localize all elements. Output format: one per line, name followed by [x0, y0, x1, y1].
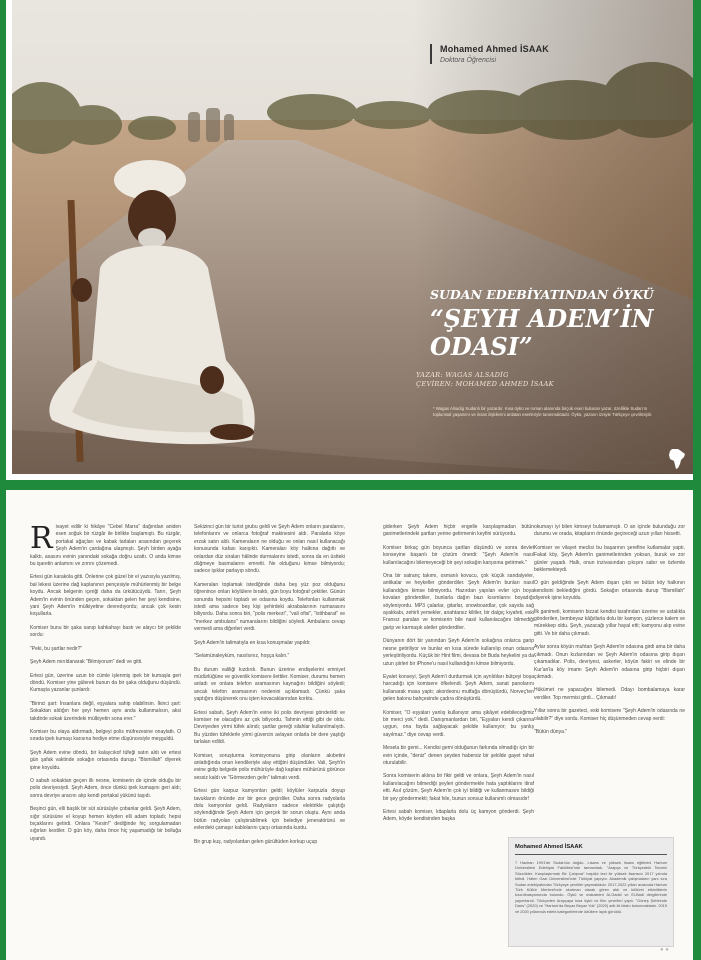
translator-bio-box: [508, 837, 674, 947]
paragraph: O gün geldiğinde Şeyh Adem dışarı çıktı ve bütün köy halkının kendisini beklediğini gördü. Sokağın ortasında durup "Bismillah" diyerek işine koyuldu.: [534, 580, 685, 602]
footnote: * Wagas Alsadig Sudanlı bir yazardır. Kısa öykü ve roman alanında birçok eseri bulunan yazar, özellikle Sudan'ın toplumsal yaşamını ve insan ilişkilerini anlatan eserleriyle tanınmaktadır. Öykü, yazarın izniyle Türkçeye çevrilmiştir.: [433, 406, 653, 418]
cover-photo: [12, 0, 693, 474]
paragraph: "Birinci şart: İnsanlara değil, eşyalara sahip olabilirsin. İkinci şart: Sokaktan aldığın her şeyi hemen aynı anda kullanmalısın, aksi takdirde sokak üzerindeki mülkiyetin sona erer.": [30, 700, 181, 722]
paragraph: Komiser, "O eşyaları yanlış kullanıyor ama şikâyet edebileceğimiz bir merci yok." dedi. Danışmanlardan biri, "Eşyaları kendi çıkarına uygun, ona fayda sağlayacak şekilde kullanıyor; bu yanlış sayılmaz." diye cevap verdi.: [383, 709, 534, 738]
paragraph: Komiser bu olaya aldırmadı, belgeyi polis müfrezesine onaylattı. O sırada ipek kumaşı karısına hediye etme düşüncesiyle meşguldü.: [30, 728, 181, 743]
paragraph: Ertesi sabah, Şeyh Adem'in evine iki polis devriyesi gönderildi ve komiser ne olacağını az çok biliyordu. Tahmin ettiği gibi de oldu. Devriyeden yirmi tüfek alındı; şartlar gereği silahlar kullanılmalıydı. Bu yüzden tüfeklerle yirmi güvercin avlayan onlarla bir dere yaştığı tarlaları edildi.: [194, 709, 345, 746]
translator-line: ÇEVİREN: MOHAMED AHMED İSAAK: [416, 380, 554, 388]
page-ornament: ● ●: [660, 947, 669, 953]
feature-page: [6, 0, 693, 480]
paragraph: Şeyh Adem evine döndü, bir kalaycıkof tüfeği satın aldı ve ertesi gün şafak vaktinde sokağın ortasında duruşu "Bismillah" diyerek ipine koyuldu.: [30, 749, 181, 771]
story-column-1: [30, 521, 181, 849]
author-block: [430, 44, 549, 64]
paragraph: ivayet edilir ki hikâye "Cebel Marra" dağından aniden esen soğuk bir rüzgâr ile birlikte başlamıştı. Bu rüzgâr, portakal ağaçları ve kabak tarlaları arasından geçerek Şeyh Adem'in çardağına ulaşmıştı. Şeyh birden ayağa kalktı, asasını evinin yanındaki sokağa doğru uzattı. O anda kimse bu işaretin anlamını ve zırrını çözemedi.: [30, 524, 181, 568]
paragraph: Sonra komiserin aklına bir fikir geldi ve onlara, Şeyh Adem'in nasıl kullanılacağını bilmediği şeyleri göndermekle hata yaptıklarını itiraf etti. Asıl çözüm, Şeyh Adem'in çok iyi bildiği ve kullanmasını bildiği bir şey göndermekti; fakat hile, bunun sonsuz kullanımlı olmasıdır!: [383, 773, 534, 802]
writer-line: YAZAR: WAGAS ALSADİG: [416, 371, 509, 379]
paragraph: Mesela bir gemi... Kendisi gemi olduğunun farkında olmadığı için bir evin içinde, "deniz" denen şeyden habersiz bir şekilde gayet rahat oturulabilir.: [383, 745, 534, 766]
paragraph: Dünyanın dört bir yanından Şeyh Adem'in sokağına onlarca garip nesne getiriliyor ve bunlar en kısa sürede kullanılıp onun odasına yerleştiriliyordu. Küçük bir Hint filmi, devasa bir Buda heykelini ya da uzun şiirleri bir iPhone'u nasıl kullandığını kimse bilmiyordu.: [383, 638, 534, 667]
story-page: [6, 490, 693, 960]
paragraph: Beşinci gün, elli başlık bir süt sürüsüyle çobanlar geldi. Şeyh Adem, sığır sürüsüne el koyup hemen köyden elli adam topladı; hepsi bıçaklarını getirdi. Onlara "Kesin!" dediğinde hiç sorgulamadan sığırları kestiler. O gün köy, daha önce hiç yaşamadığı bir bolluğa uyandı.: [30, 806, 181, 842]
bio-text: 7 Haziran 1991'de Sudan'da doğdu. Lisans ve yüksek lisans eğitimini Hartum Üniversitesi Edebiyat Fakültesi'nde tamamladı. "Arapça ve Türkçedeki Tanımlı Sözcükler: Karşılaştırmalı Bir Çalışma" başlıklı tezi ile yüksek lisansını 2017 yılında bitirdi. Hâlen Gazi Üniversitesi'nde Türkiyat yapıyor. Akademik çalışmaların yanı sıra Sudan edebiyatından Türkçeye çeviriler yapmaktadır. 2017-2022 yılları arasında Hartum Türk Kültür Merkezi'nde okutman olarak görev aldı ve kültürel etkinliklerin koordinasyonunda bulundu. Öykü ve makaleleri Al-Gadid ve El-Badi dergilerinde yayımlandı. Türkçeden Arapçaya kısa öykü ve film çevirileri yaptı. "Güneş Şehirinde Dans" (2020) ve "Hartum'da Beyaz Beyaz Yok" (2020) adlı iki kitabı bulunmaktadır. 2015 ve 2020 yıllarında edebi kategorilerinde ödüllere layık görüldü.: [515, 860, 667, 914]
paragraph: "Peki, bu şartlar nedir?": [30, 645, 83, 652]
paragraph: Bir grup kuş, radyolardan gelen gürültüden korkup uçup: [194, 838, 318, 845]
paragraph: Bu durum valiliği kızdırdı. Bunun üzerine endişelerini emniyet müdürlüğüne ve güvenlik komisere ilettiler. Komiser, durumu hemen anladı ve onlara telefon aramasının kaynağını bildiğini söyledi; ancak telefon aramasının nedenini açıklamadı. Çünkü şaka yaptığını düşünerek onu işten kovacaklarından korktu.: [194, 666, 345, 703]
bio-divider: [515, 854, 667, 855]
story-kicker: SUDAN EDEBİYATINDAN ÖYKÜ: [430, 287, 654, 302]
magazine-logo-left: TASIL AFRİKA: [50, 460, 84, 465]
paragraph: Komiser ve vilayet meclisi bu başarının şerefine kutlamalar yaptı. Fakat köy, Şeyh Adem'in ganimetlerinden yoksun, buruk ve zor günler yaşadı. Halk, onun inzivasından çıkışını sabır ve özlemle beklemekteydi.: [534, 544, 685, 574]
paragraph: Komiser, soruşturma komisyonuna girip olanların akıbetini anlattığında onun kendileriyle alay ettiğini düşündüler. Vali, Şeyh'in evine gidip belgede polis mühürüyle dağ kaplanı mühürünü görünce sessiz kaldı ve "Görmezden gelin" talimatı verdi.: [194, 752, 345, 781]
paragraph: okumayı iyi bilen kimseyi bulamamıştı. O an içinde bulunduğu zor durumu ve orada, kitapların önünde geçireceği uzun yılları hissetti.: [534, 524, 685, 538]
paragraph: Sekizinci gün bir turist grubu geldi ve Şeyh Adem onların paralarını, telefonlarını ve onlarca fotoğraf makinesini aldı. Paralarla köye erzak satın aldı. Kameraların ne olduğu ve onları nasıl kullanacağı konusunda kafası karışıktı. Kameraları köy halkına dağıttı ve onlardan düz siraları hâlinde durmalarını istedi, sonra da en üstteki düğmeye basmalarını emretti. Ne olduğunu kimse bilmiyordu; sadece işıklar parlayıp söndü.: [194, 524, 345, 575]
story-column-4: [534, 524, 685, 742]
author-name: Mohamed Ahmed İSAAK: [440, 44, 549, 54]
paragraph: Ertesi gün karpuz kamyonları geldi; köylüler karpuzla doyup tavukların önünde zor bir gece geçirdiler. Daha sonra radyolarla dolu kamyonlar geldi. Radyoların sadece elektrikle çalıştığı söylendiğinde Şeyh Adem için gerçek bir sorun oluştu. Aynı anda bütün radyoları çalıştırabilmek için belediye jeneratörünü ve evlerdeki çamaşır kablolarını çarşı ortasında kurdu.: [194, 788, 345, 832]
story-column-2: [194, 524, 345, 852]
story-column-3: [383, 524, 534, 830]
paragraph: Eyalet konseyi, Şeyh Adem'i durdurmak için ayrıldıları bütçeyi boşa harcadığı için komisere öfkelendi. Şeyh Adem, sanat panolarını kullanarak masa yaptı; akordeonu mutfağa dönüştürdü, Norveç'ten gelen balonu bahçesinde çadıra dönüştürdü.: [383, 673, 534, 703]
magazine-logo-right: TASIL AFRİKA: [623, 460, 657, 465]
story-title: “ŞEYH ADEM’İN ODASI”: [430, 304, 654, 361]
paragraph: O sabah sokaktan geçen ilk nesne, komiserin de içinde olduğu bir polis devriyesiydi. Şeyh Adem, önce dünkü ipek kumaşını geri aldı; sonra devriye aracını alıp kendi portakal yükünü taşıdı.: [30, 777, 181, 799]
paragraph: Ertesi gün, üzerine uzun bir cümle işlenmiş ipek bir kumaşla geri döndü. Komiser yine gülerek bunun da bir şaka olduğunu düşündü. Kumaşta yazanlar şunlardı:: [30, 672, 181, 694]
credits: [416, 371, 554, 389]
paragraph: "Bütün dünya.": [534, 728, 568, 735]
paragraph: Aylar sonra köyün muhtarı Şeyh Adem'in odasına girdi ama bir daha çıkmadı. Onun kızlarından ve Şeyh Adem'in odasına girip dışarı çıkamadılar. Polis, devriyesi, askerler, köyün fakiri ve elinde bir Kur'an'la köy imamı Şeyh Adem'in odasına girip hiçbiri dışarı çıkmadı.: [534, 644, 685, 680]
paragraph: Hükümet ne yapacağını bilemedi. Odayı bombalamaya karar verdiler. Top mermisi girdi... Çıkmadı!: [534, 687, 685, 701]
paragraph: Şeyh Adem mırıldanarak "Bilmiyorum" dedi ve gitti.: [30, 659, 143, 666]
paragraph: giderken Şeyh Adem hiçbir engelle karşılaşmadan bütün ganimetlerindeki şartları yerine getirmenin keyfini sürüyordu.: [383, 524, 534, 538]
paragraph: Komiser birkaç gün boyunca şartları düşündü ve sonra devlet konseyine başarılı bir çözüm önerdi: "Şeyh Adem'in nasıl kullanılacağını bilemeyeceği bir şeyi sokağın karşısına getirmek.": [383, 544, 534, 566]
paragraph: Ona bir satranç takımı, osmanlı kovucu, çok küçük sandalyeler, antikalar ve heykeller gönderdiler. Şeyh Adem'in bunları nasıl kullandığını kimse bilmiyordu. Hazırdan yapılan evler için boya kovaları gönderdiler, bunlarla dağın bazı kısımlarını boyadığı söyleniyordu. MP3 çalarlar, gitarlar, snowboardlar, çok sayıda sağ ayakkabı, zehirli yemekler, anahtarsız kilitler, bir dalgıç kıyafeti, eski Fransız paraları ve komiserin bile nasıl kullanılacağını bilmediği garip ve karmaşık aletler gönderdiler.: [383, 573, 534, 631]
bio-name: Mohamed Ahmed İSAAK: [515, 844, 583, 850]
drop-cap: R: [30, 521, 53, 556]
paragraph: Komiser bunu bir şaka sanıp kahkahayı bastı ve alaycı bir şekilde sordu:: [30, 624, 181, 639]
paragraph: "Selamünaleyküm, nasılsınız, hoşça kalın.": [194, 653, 290, 660]
paragraph: Yıllar sonra bir gazeteci, eski komisere "Şeyh Adem'in odasında ne olabilir?" diye sordu. Komiser hiç düşünmeden cevap verdi:: [534, 708, 685, 722]
paragraph: Şeyh Adem'in talimatıyla en kısa konuşmalar yapıldı:: [194, 639, 311, 646]
paragraph: Kameraları toplamak istediğinde daha beş yüz poz olduğunu öğrenince onları köylülere bıraktı, gün boyu fotoğraf çektiler. Günün sonunda hepsini topladı ve odasına koydu. Telefonları kullanmak istedi ama sadece beş kişi şehirdeki akrabalarının numarasını biliyordu. Daha sonra biri, "polis merkezi", "vali ofisi", "istihbarat" ve "merkez ambulans" numaralarını bildiğini söyledi. Ambulans cevap vermedi ama diğerleri verdi.: [194, 581, 345, 633]
africa-map-icon: [668, 448, 686, 470]
paragraph: İlk ganimeti, komiserin bizzat kendisi tarafından üzerine ve ustalıkla gönderilen, bembeyaz kâğıtlarla dolu bir kamyon, yüzlerce kalem ve mürekkep oldu. Şeyh, yazacağı yıllar hayal etti; kamyonu alıp evine gitti. Ve bir daha çıkmadı.: [534, 608, 685, 637]
paragraph: Ertesi gün karakola gitti. Önlerine çok güzel bir el yazısıyla yazılmış, bal lekesi üzerine dağ kaplanının pençesiyle mühürlenmiş bir belge koydu. Ancak belgenin içeriği daha da ürkütücüydü. Tanrı, Şeyh Adem'in evinin önünden geçen, sokaktan gelen her şeyi kendisine, yani Şeyh Adem'in mülkiyetine devredıyordu; ancak çok kesin koşullarla.: [30, 574, 181, 618]
paragraph: Ertesi sabah komiser, kitaplarla dolu üç kamyon gönderdi. Şeyh Adem, köyde kendisinden başka: [383, 809, 534, 823]
author-role: Doktora Öğrencisi: [440, 57, 497, 64]
